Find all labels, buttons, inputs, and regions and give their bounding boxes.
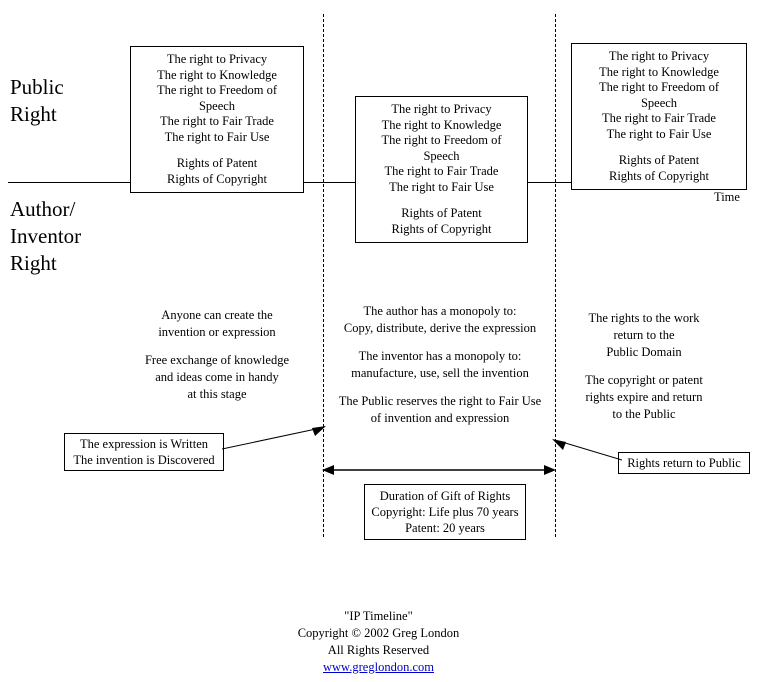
connector-arrow-left xyxy=(222,425,326,451)
stage1-paragraph-1: Anyone can create the invention or expression xyxy=(158,308,276,339)
callout-rights-return-public: Rights return to Public xyxy=(618,452,750,474)
footer-rights: All Rights Reserved xyxy=(327,643,430,657)
rights-list-secondary: Rights of Patent Rights of Copyright xyxy=(391,206,492,236)
stage2-paragraph-2: The inventor has a monopoly to: manufacture, use, sell the invention xyxy=(351,349,529,380)
stage-divider-left xyxy=(323,14,324,537)
callout-expression-written: The expression is Written The invention is Discovered xyxy=(64,433,224,471)
author-inventor-right-label: Author/ Inventor Right xyxy=(10,197,82,275)
duration-double-arrow xyxy=(322,464,556,476)
stage1-paragraph-2: Free exchange of knowledge and ideas come in handy at this stage xyxy=(144,353,290,401)
footer-copyright: Copyright © 2002 Greg London xyxy=(297,626,460,640)
connector-arrow-right xyxy=(552,438,622,462)
rights-list-secondary: Rights of Patent Rights of Copyright xyxy=(166,156,267,186)
footer-url-link[interactable]: www.greglondon.com xyxy=(323,660,434,674)
stage3-paragraph-1: The rights to the work return to the Public Domain xyxy=(588,311,700,359)
rights-list-primary: The right to Privacy The right to Knowledge The right to Freedom of Speech The right to Fair Trade The right to Fair Use xyxy=(381,102,502,194)
stage3-paragraph-2: The copyright or patent rights expire and return to the Public xyxy=(585,373,703,421)
rights-box-before-creation xyxy=(130,46,304,193)
rights-box-during-monopoly xyxy=(355,96,528,243)
callout-duration-of-rights: Duration of Gift of Rights Copyright: Life plus 70 years Patent: 20 years xyxy=(364,484,526,540)
rights-list-primary: The right to Privacy The right to Knowledge The right to Freedom of Speech The right to Fair Trade The right to Fair Use xyxy=(156,52,278,144)
stage2-paragraph-3: The Public reserves the right to Fair Use of invention and expression xyxy=(338,394,542,425)
rights-list-secondary: Rights of Patent Rights of Copyright xyxy=(608,153,709,183)
time-axis-label: Time xyxy=(714,190,740,204)
footer-credits xyxy=(0,608,757,676)
stage3-description xyxy=(566,310,722,423)
public-right-label: Public Right xyxy=(10,75,64,126)
stage1-description xyxy=(122,307,312,403)
rights-list-primary: The right to Privacy The right to Knowledge The right to Freedom of Speech The right to Fair Trade The right to Fair Use xyxy=(598,49,720,141)
stage2-description xyxy=(330,303,550,427)
rights-box-after-expiry xyxy=(571,43,747,190)
footer-title: "IP Timeline" xyxy=(344,609,413,623)
stage2-paragraph-1: The author has a monopoly to: Copy, distribute, derive the expression xyxy=(343,304,537,335)
